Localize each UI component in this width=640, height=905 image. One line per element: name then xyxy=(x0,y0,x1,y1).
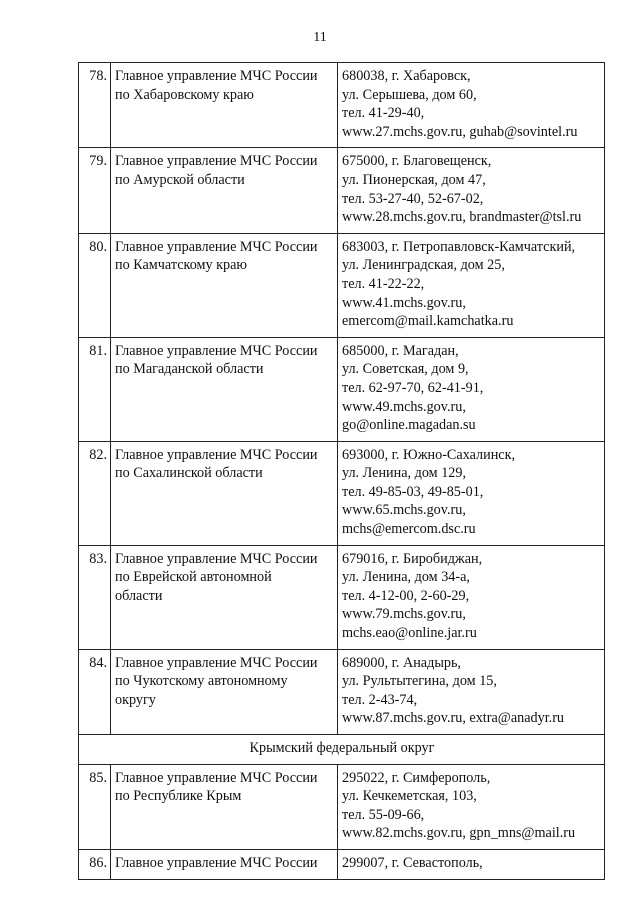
organization-name-line: по Чукотскому автономному xyxy=(115,673,288,690)
address-line: 689000, г. Анадырь, xyxy=(342,654,461,671)
organization-name-line: Главное управление МЧС России xyxy=(115,342,318,359)
row-number: 79. xyxy=(79,148,111,233)
row-number: 86. xyxy=(79,849,111,879)
address-line: 683003, г. Петропавловск-Камчатский, xyxy=(342,238,576,255)
address-line: 693000, г. Южно-Сахалинск, xyxy=(342,446,516,463)
address-line: тел. 53-27-40, 52-67-02, xyxy=(342,190,484,207)
address-line: go@online.magadan.su xyxy=(342,417,476,434)
table-row xyxy=(79,63,605,148)
address-line: ул. Ленинградская, дом 25, xyxy=(342,257,505,274)
organization-name-cell xyxy=(111,764,338,849)
organization-name-line: по Магаданской области xyxy=(115,361,264,378)
section-heading: Крымский федеральный округ xyxy=(79,735,605,765)
organization-name-line: по Еврейской автономной xyxy=(115,569,272,586)
address-cell xyxy=(338,337,605,441)
organization-name-line: Главное управление МЧС России xyxy=(115,153,318,170)
address-line: emercom@mail.kamchatka.ru xyxy=(342,313,514,330)
organization-name-line: округу xyxy=(115,691,156,708)
row-number: 80. xyxy=(79,233,111,337)
table-row xyxy=(79,337,605,441)
row-number: 85. xyxy=(79,764,111,849)
organization-name-cell xyxy=(111,649,338,734)
organization-name-cell xyxy=(111,337,338,441)
address-line: www.28.mchs.gov.ru, brandmaster@tsl.ru xyxy=(342,209,582,226)
address-line: ул. Кечкеметская, 103, xyxy=(342,788,477,805)
address-line: ул. Рультытегина, дом 15, xyxy=(342,673,497,690)
address-line: ул. Советская, дом 9, xyxy=(342,361,469,378)
row-number: 81. xyxy=(79,337,111,441)
table-row xyxy=(79,849,605,879)
organization-name-line: Главное управление МЧС России xyxy=(115,238,318,255)
address-line: 299007, г. Севастополь, xyxy=(342,854,483,871)
address-line: 680038, г. Хабаровск, xyxy=(342,68,471,84)
row-number: 78. xyxy=(79,63,111,148)
organization-name-line: области xyxy=(115,587,163,604)
organization-name-cell xyxy=(111,63,338,148)
address-line: 295022, г. Симферополь, xyxy=(342,769,491,786)
organization-name-line: Главное управление МЧС России xyxy=(115,654,318,671)
address-line: www.79.mchs.gov.ru, xyxy=(342,606,466,623)
address-line: тел. 41-22-22, xyxy=(342,275,425,292)
row-number: 83. xyxy=(79,545,111,649)
table-row xyxy=(79,545,605,649)
organization-name-line: по Республике Крым xyxy=(115,788,242,805)
address-line: www.87.mchs.gov.ru, extra@anadyr.ru xyxy=(342,710,565,727)
organization-name-line: по Хабаровскому краю xyxy=(115,86,254,103)
address-cell xyxy=(338,441,605,545)
address-cell xyxy=(338,764,605,849)
page-number: 11 xyxy=(313,30,327,45)
address-cell xyxy=(338,63,605,148)
section-row xyxy=(79,735,605,765)
table-row xyxy=(79,148,605,233)
address-line: www.65.mchs.gov.ru, xyxy=(342,502,466,519)
address-line: ул. Ленина, дом 34-а, xyxy=(342,569,470,586)
table-row xyxy=(79,233,605,337)
address-line: тел. 2-43-74, xyxy=(342,691,418,708)
organization-name-line: Главное управление МЧС России xyxy=(115,68,318,84)
address-line: 685000, г. Магадан, xyxy=(342,342,459,359)
organization-name-line: Главное управление МЧС России xyxy=(115,446,318,463)
organization-name-cell xyxy=(111,849,338,879)
organization-name-line: Главное управление МЧС России xyxy=(115,550,318,567)
address-line: mchs@emercom.dsc.ru xyxy=(342,521,476,538)
address-line: тел. 41-29-40, xyxy=(342,105,425,122)
address-cell xyxy=(338,545,605,649)
address-line: ул. Серышева, дом 60, xyxy=(342,86,477,103)
address-line: тел. 49-85-03, 49-85-01, xyxy=(342,483,484,500)
address-line: mchs.eao@online.jar.ru xyxy=(342,625,477,642)
organization-name-line: по Камчатскому краю xyxy=(115,257,248,274)
address-line: www.82.mchs.gov.ru, gpn_mns@mail.ru xyxy=(342,825,576,842)
address-cell xyxy=(338,233,605,337)
row-number: 82. xyxy=(79,441,111,545)
organization-name-cell xyxy=(111,148,338,233)
address-cell xyxy=(338,849,605,879)
address-line: ул. Пионерская, дом 47, xyxy=(342,171,486,188)
organization-name-cell xyxy=(111,441,338,545)
organization-name-line: по Сахалинской области xyxy=(115,465,263,482)
organization-name-line: по Амурской области xyxy=(115,171,245,188)
organization-name-cell xyxy=(111,545,338,649)
address-line: тел. 62-97-70, 62-41-91, xyxy=(342,379,484,396)
address-line: www.27.mchs.gov.ru, guhab@sovintel.ru xyxy=(342,123,578,140)
address-line: ул. Ленина, дом 129, xyxy=(342,465,467,482)
table-row xyxy=(79,441,605,545)
address-line: тел. 4-12-00, 2-60-29, xyxy=(342,587,470,604)
address-line: тел. 55-09-66, xyxy=(342,806,425,823)
organization-name-line: Главное управление МЧС России xyxy=(115,854,318,871)
address-line: 679016, г. Биробиджан, xyxy=(342,550,483,567)
organization-name-line: Главное управление МЧС России xyxy=(115,769,318,786)
address-line: www.49.mchs.gov.ru, xyxy=(342,398,466,415)
address-cell xyxy=(338,148,605,233)
table-row xyxy=(79,649,605,734)
contacts-table-body xyxy=(79,63,605,880)
contacts-table xyxy=(78,62,605,880)
address-cell xyxy=(338,649,605,734)
address-line: 675000, г. Благовещенск, xyxy=(342,153,492,170)
organization-name-cell xyxy=(111,233,338,337)
table-row xyxy=(79,764,605,849)
row-number: 84. xyxy=(79,649,111,734)
address-line: www.41.mchs.gov.ru, xyxy=(342,294,466,311)
